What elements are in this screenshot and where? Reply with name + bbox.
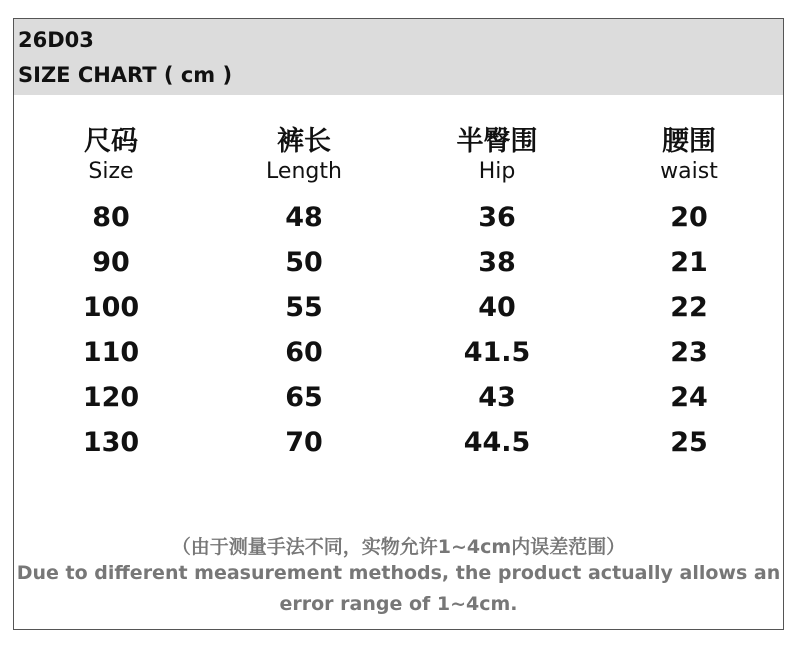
size-chart-card <box>13 18 784 630</box>
table-cell: 70 <box>285 427 323 458</box>
table-cell: 90 <box>92 247 130 278</box>
table-cell: 22 <box>670 292 708 323</box>
table-cell: 24 <box>670 382 708 413</box>
table-cell: 65 <box>285 382 323 413</box>
column-header-size-cn: 尺码 <box>84 126 138 157</box>
table-cell: 130 <box>82 427 140 458</box>
table-cell: 40 <box>478 292 516 323</box>
table-cell: 100 <box>82 292 140 323</box>
table-cell: 55 <box>285 292 323 323</box>
table-cell: 38 <box>478 247 516 278</box>
column-header-waist-en: waist <box>660 159 718 184</box>
table-cell: 41.5 <box>463 337 531 368</box>
table-cell: 110 <box>82 337 140 368</box>
product-code: 26D03 <box>18 28 94 52</box>
column-header-length-cn: 裤长 <box>277 126 331 157</box>
table-cell: 50 <box>285 247 323 278</box>
table-cell: 80 <box>92 202 130 233</box>
chart-header <box>14 19 783 95</box>
column-header-hip-en: Hip <box>478 159 516 184</box>
column-header-length-en: Length <box>266 159 342 184</box>
measurement-note-en-line2: error range of 1~4cm. <box>279 593 518 615</box>
column-header-waist-cn: 腰围 <box>662 126 716 157</box>
measurement-note-en-line1: Due to different measurement methods, the product actually allows an <box>16 562 781 584</box>
chart-title: SIZE CHART ( cm ) <box>18 63 233 87</box>
table-cell: 36 <box>478 202 516 233</box>
table-cell: 60 <box>285 337 323 368</box>
table-cell: 120 <box>82 382 140 413</box>
table-cell: 25 <box>670 427 708 458</box>
column-header-hip-cn: 半臀围 <box>456 126 538 157</box>
table-cell: 21 <box>670 247 708 278</box>
table-cell: 48 <box>285 202 323 233</box>
table-cell: 20 <box>670 202 708 233</box>
table-cell: 43 <box>478 382 516 413</box>
column-header-size-en: Size <box>88 159 134 184</box>
table-cell: 44.5 <box>463 427 531 458</box>
measurement-note-cn: （由于测量手法不同，实物允许1~4cm内误差范围） <box>171 536 626 558</box>
table-cell: 23 <box>670 337 708 368</box>
